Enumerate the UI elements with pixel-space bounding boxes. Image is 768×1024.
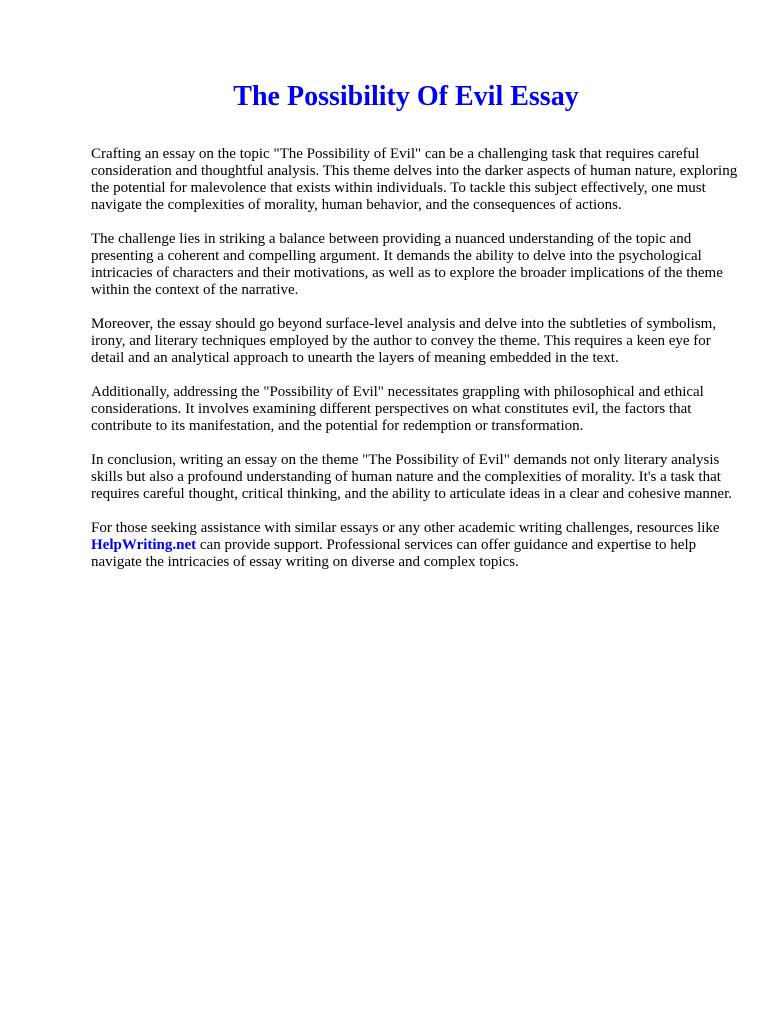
paragraph-6 (91, 520, 741, 571)
essay-body (91, 146, 741, 588)
paragraph-3: Moreover, the essay should go beyond surface-level analysis and delve into the subtleties of symbolism, irony, and literary techniques employed by the author to convey the theme. This requires a keen eye for detail and an analytical approach to unearth the layers of meaning embedded in the text. (91, 316, 717, 366)
paragraph-5: In conclusion, writing an essay on the theme "The Possibility of Evil" demands not only literary analysis skills but also a profound understanding of human nature and the complexities of morality. It's a task that requires careful thought, critical thinking, and the ability to articulate ideas in a clear and cohesive manner. (91, 452, 733, 502)
paragraph-6-before-link: For those seeking assistance with similar essays or any other academic writing challenges, resources like (91, 520, 720, 536)
helpwriting-link[interactable]: HelpWriting.net (91, 537, 197, 553)
page-title: The Possibility Of Evil Essay (233, 81, 579, 112)
paragraph-6-after-link: can provide support. Professional services can offer guidance and expertise to help navigate the intricacies of essay writing on diverse and complex topics. (91, 537, 697, 570)
paragraph-4: Additionally, addressing the "Possibility of Evil" necessitates grappling with philosophical and ethical considerations. It involves examining different perspectives on what constitutes evil, the factors that contribute to its manifestation, and the potential for redemption or transformation. (91, 384, 704, 434)
paragraph-1: Crafting an essay on the topic "The Possibility of Evil" can be a challenging task that requires careful consideration and thoughtful analysis. This theme delves into the darker aspects of human nature, exploring the potential for malevolence that exists within individuals. To tackle this subject effectively, one must navigate the complexities of morality, human behavior, and the consequences of actions. (91, 146, 738, 213)
paragraph-2: The challenge lies in striking a balance between providing a nuanced understanding of the topic and presenting a coherent and compelling argument. It demands the ability to delve into the psychological intricacies of characters and their motivations, as well as to explore the broader implications of the theme within the context of the narrative. (91, 231, 723, 298)
